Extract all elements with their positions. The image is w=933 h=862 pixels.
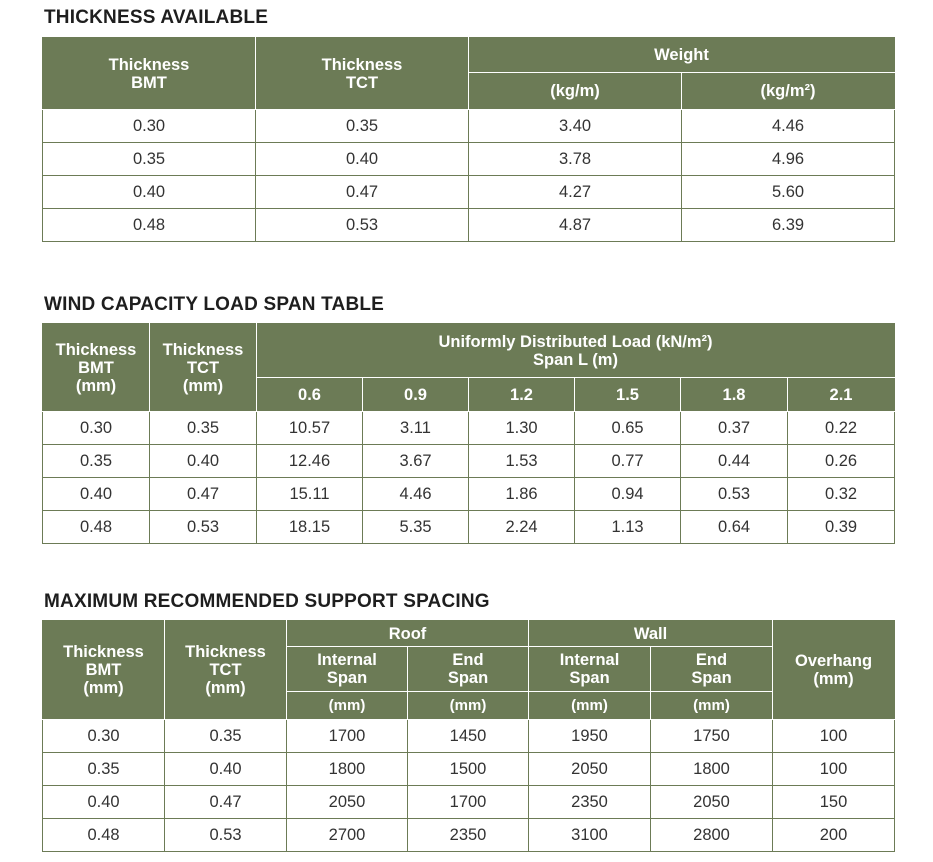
table-cell: 1500 — [408, 753, 529, 786]
table-cell: 0.35 — [165, 720, 287, 753]
table-cell: 1.86 — [469, 478, 575, 511]
table-row — [43, 176, 895, 209]
table-cell: 0.53 — [256, 209, 469, 242]
table-cell: 1700 — [287, 720, 408, 753]
table-cell: 5.35 — [363, 511, 469, 544]
table-cell: 3.40 — [469, 110, 682, 143]
table-cell: 0.22 — [788, 412, 895, 445]
table-cell: 0.48 — [43, 819, 165, 852]
table-cell: 0.94 — [575, 478, 681, 511]
table-cell: 4.96 — [682, 143, 895, 176]
table-cell: 0.26 — [788, 445, 895, 478]
table-cell: 15.11 — [257, 478, 363, 511]
table-cell: 1.30 — [469, 412, 575, 445]
header-wall: Wall — [529, 621, 773, 647]
table-cell: 0.35 — [43, 143, 256, 176]
header-udl: Uniformly Distributed Load (kN/m²) Span L (m) — [257, 324, 895, 378]
table-cell: 1450 — [408, 720, 529, 753]
table-row — [43, 720, 895, 753]
table-cell: 0.32 — [788, 478, 895, 511]
table-row — [43, 143, 895, 176]
table-row — [43, 819, 895, 852]
table-cell: 0.47 — [165, 786, 287, 819]
table-cell: 4.46 — [363, 478, 469, 511]
table-row — [43, 511, 895, 544]
table-cell: 1.53 — [469, 445, 575, 478]
table-cell: 0.44 — [681, 445, 788, 478]
header-unit-mm: (mm) — [408, 692, 529, 720]
table-cell: 0.39 — [788, 511, 895, 544]
header-roof: Roof — [287, 621, 529, 647]
header-thickness-bmt: Thickness BMT — [43, 38, 256, 110]
table-cell: 1800 — [651, 753, 773, 786]
table-cell: 0.37 — [681, 412, 788, 445]
table-cell: 2800 — [651, 819, 773, 852]
table-cell: 5.60 — [682, 176, 895, 209]
table-cell: 100 — [773, 720, 895, 753]
table-row — [43, 786, 895, 819]
support-spacing-title: MAXIMUM RECOMMENDED SUPPORT SPACING — [44, 591, 490, 612]
table-cell: 3.78 — [469, 143, 682, 176]
support-spacing-table — [42, 620, 895, 852]
header-span-0-6: 0.6 — [257, 378, 363, 412]
table-cell: 3100 — [529, 819, 651, 852]
table-cell: 2700 — [287, 819, 408, 852]
table-cell: 0.47 — [150, 478, 257, 511]
header-span-2-1: 2.1 — [788, 378, 895, 412]
wind-capacity-title: WIND CAPACITY LOAD SPAN TABLE — [44, 294, 385, 315]
table-cell: 0.40 — [165, 753, 287, 786]
table-cell: 0.30 — [43, 110, 256, 143]
header-thickness-tct: Thickness TCT — [256, 38, 469, 110]
table-cell: 0.64 — [681, 511, 788, 544]
table-cell: 4.27 — [469, 176, 682, 209]
header-thickness-bmt: Thickness BMT (mm) — [43, 621, 165, 720]
header-overhang: Overhang (mm) — [773, 621, 895, 720]
table-cell: 0.40 — [43, 786, 165, 819]
table-cell: 10.57 — [257, 412, 363, 445]
table-cell: 18.15 — [257, 511, 363, 544]
table-cell: 0.40 — [256, 143, 469, 176]
header-row — [43, 324, 895, 378]
header-row — [43, 38, 895, 73]
header-weight: Weight — [469, 38, 895, 73]
header-thickness-tct: Thickness TCT (mm) — [165, 621, 287, 720]
table-cell: 6.39 — [682, 209, 895, 242]
table-cell: 2.24 — [469, 511, 575, 544]
table-row — [43, 478, 895, 511]
table-cell: 0.65 — [575, 412, 681, 445]
wind-capacity-table — [42, 323, 895, 544]
header-span-1-5: 1.5 — [575, 378, 681, 412]
table-cell: 0.48 — [43, 209, 256, 242]
header-thickness-bmt: Thickness BMT (mm) — [43, 324, 150, 412]
table-cell: 0.35 — [150, 412, 257, 445]
table-row — [43, 110, 895, 143]
table-cell: 0.48 — [43, 511, 150, 544]
table-cell: 12.46 — [257, 445, 363, 478]
table-cell: 200 — [773, 819, 895, 852]
thickness-available-title: THICKNESS AVAILABLE — [44, 7, 269, 28]
table-cell: 2350 — [408, 819, 529, 852]
table-cell: 0.30 — [43, 412, 150, 445]
table-cell: 1950 — [529, 720, 651, 753]
table-cell: 0.30 — [43, 720, 165, 753]
header-unit-mm: (mm) — [651, 692, 773, 720]
header-row — [43, 621, 895, 647]
table-cell: 2050 — [287, 786, 408, 819]
table-cell: 0.53 — [165, 819, 287, 852]
table-cell: 2050 — [529, 753, 651, 786]
header-thickness-tct: Thickness TCT (mm) — [150, 324, 257, 412]
table-row — [43, 209, 895, 242]
table-cell: 0.53 — [150, 511, 257, 544]
header-weight-kg-m: (kg/m) — [469, 73, 682, 110]
table-cell: 3.67 — [363, 445, 469, 478]
table-row — [43, 753, 895, 786]
header-roof-internal-span: Internal Span — [287, 647, 408, 692]
table-row — [43, 445, 895, 478]
table-cell: 2050 — [651, 786, 773, 819]
table-cell: 0.35 — [256, 110, 469, 143]
header-unit-mm: (mm) — [529, 692, 651, 720]
table-cell: 150 — [773, 786, 895, 819]
table-cell: 4.87 — [469, 209, 682, 242]
thickness-available-table — [42, 37, 895, 242]
table-cell: 1750 — [651, 720, 773, 753]
table-cell: 0.40 — [43, 176, 256, 209]
table-cell: 0.40 — [43, 478, 150, 511]
header-span-0-9: 0.9 — [363, 378, 469, 412]
table-cell: 1700 — [408, 786, 529, 819]
header-weight-kg-m2: (kg/m²) — [682, 73, 895, 110]
table-cell: 0.53 — [681, 478, 788, 511]
table-cell: 0.40 — [150, 445, 257, 478]
header-wall-internal-span: Internal Span — [529, 647, 651, 692]
table-cell: 0.35 — [43, 445, 150, 478]
table-cell: 3.11 — [363, 412, 469, 445]
header-span-1-8: 1.8 — [681, 378, 788, 412]
table-cell: 4.46 — [682, 110, 895, 143]
table-cell: 0.35 — [43, 753, 165, 786]
table-cell: 1800 — [287, 753, 408, 786]
table-cell: 0.47 — [256, 176, 469, 209]
table-cell: 100 — [773, 753, 895, 786]
header-span-1-2: 1.2 — [469, 378, 575, 412]
table-cell: 2350 — [529, 786, 651, 819]
table-cell: 0.77 — [575, 445, 681, 478]
table-row — [43, 412, 895, 445]
header-unit-mm: (mm) — [287, 692, 408, 720]
table-cell: 1.13 — [575, 511, 681, 544]
header-roof-end-span: End Span — [408, 647, 529, 692]
header-wall-end-span: End Span — [651, 647, 773, 692]
